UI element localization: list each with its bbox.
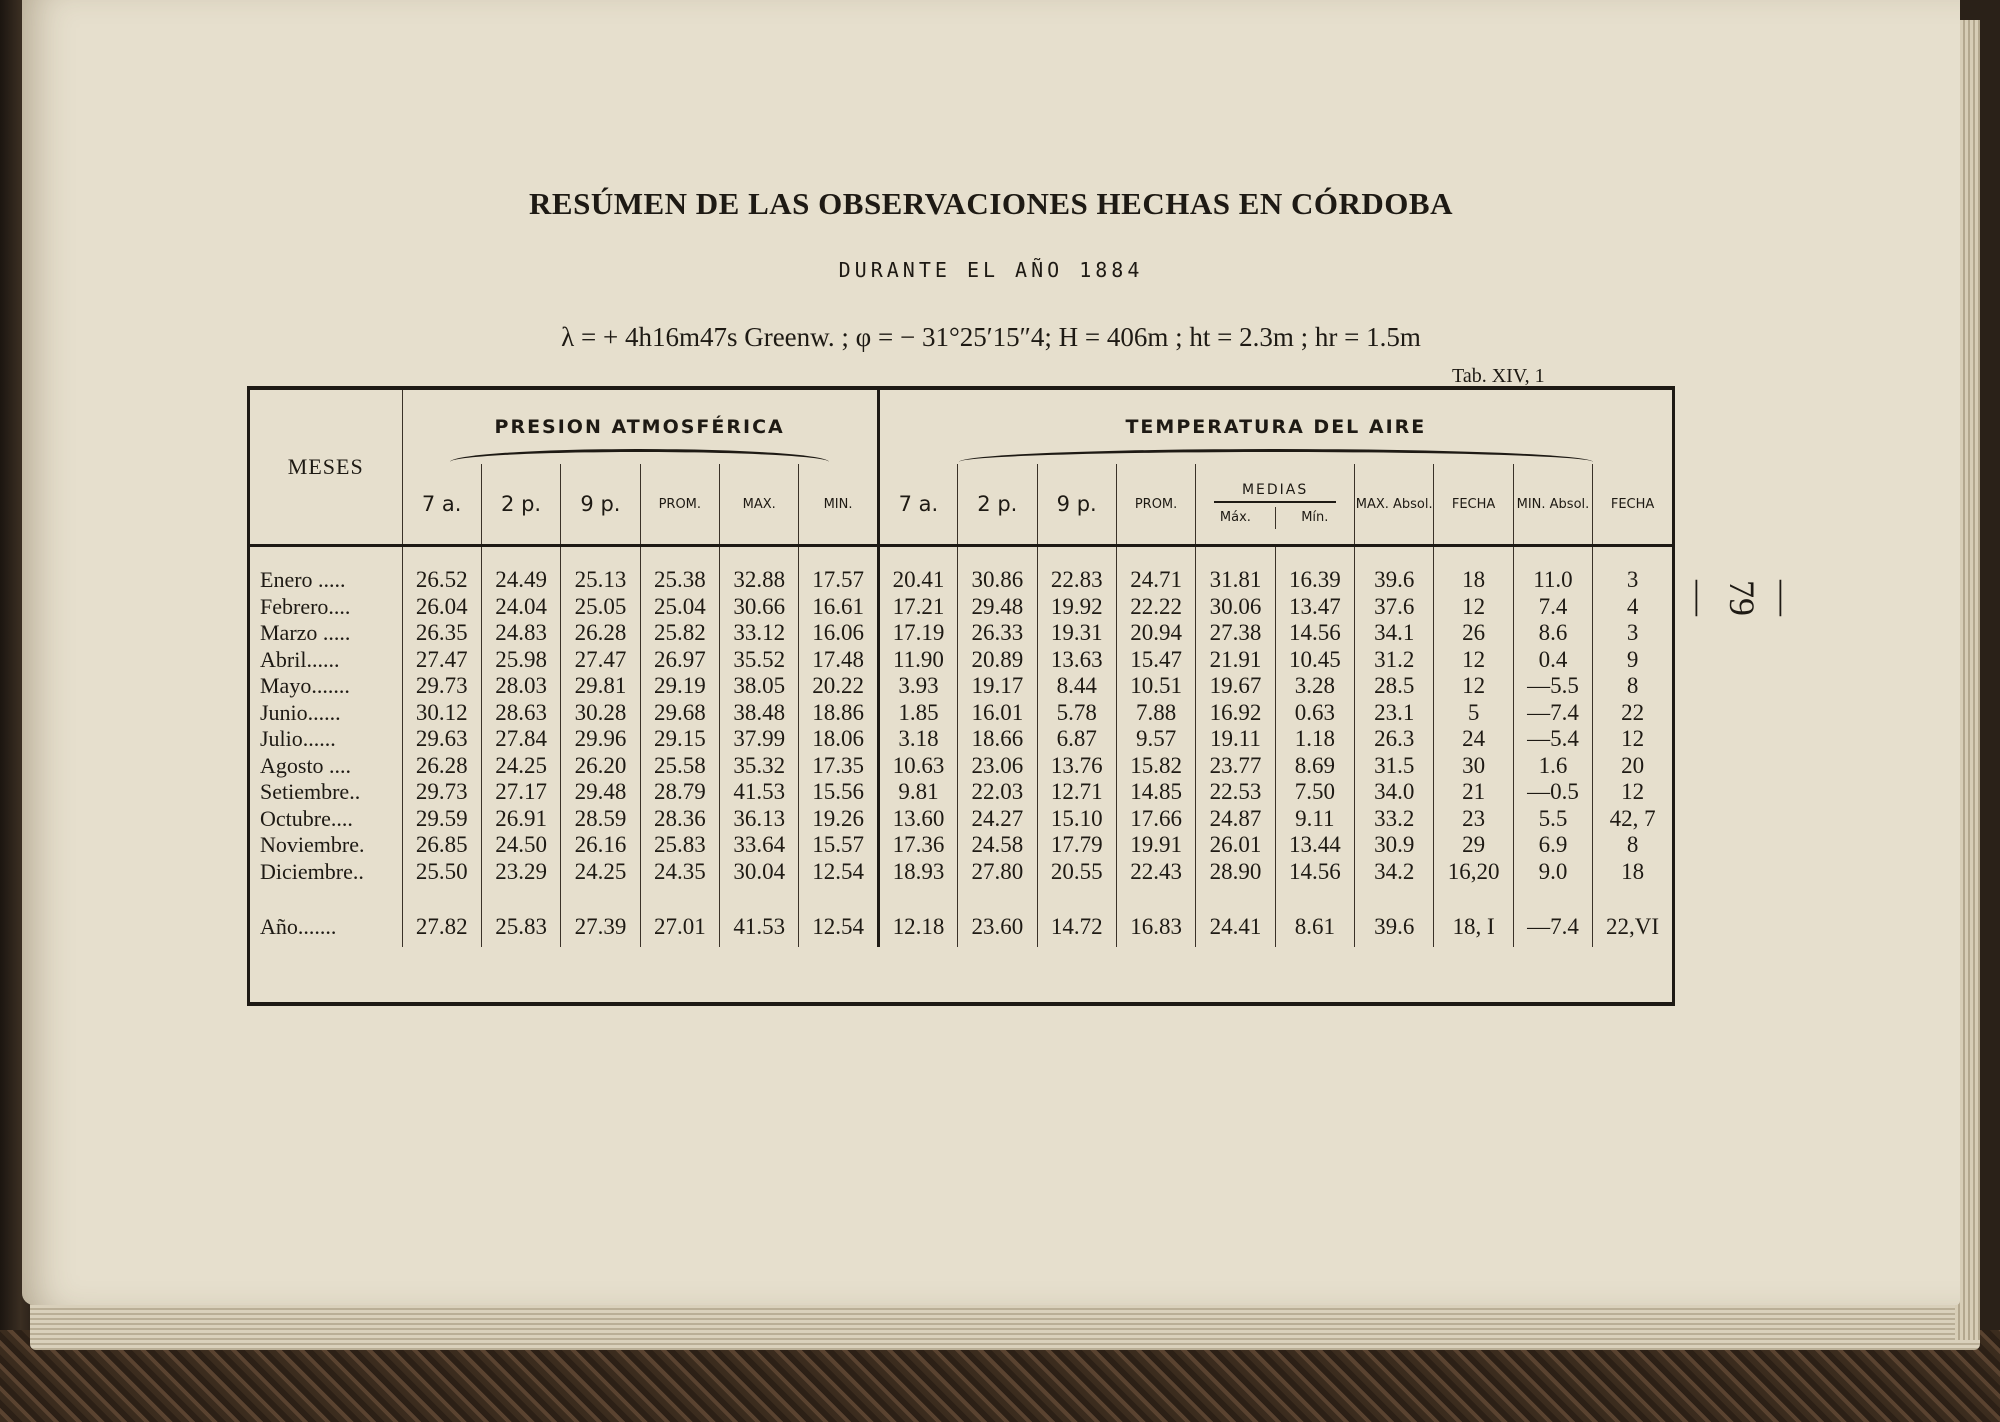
table-cell: —5.4 (1513, 726, 1592, 753)
table-cell: 22.43 (1116, 859, 1195, 886)
table-cell: 8.61 (1275, 885, 1354, 947)
table-cell: 29.15 (640, 726, 719, 753)
table-cell: 26.91 (481, 806, 560, 833)
month-label: Octubre.... (260, 805, 353, 831)
table-cell: 21.91 (1196, 647, 1275, 674)
page-subtitle: DURANTE EL AÑO 1884 (838, 258, 1144, 282)
observations-table (247, 386, 1675, 1006)
table-cell: 26.52 (402, 546, 481, 594)
table-cell: 29.63 (402, 726, 481, 753)
table-cell: 12 (1593, 779, 1672, 806)
col-header: MAX. (720, 464, 799, 546)
table-cell: 19.31 (1037, 620, 1116, 647)
table-cell: 33.12 (720, 620, 799, 647)
col-header: FECHA (1434, 464, 1513, 546)
table-cell: 18.66 (958, 726, 1037, 753)
table-cell: 24 (1434, 726, 1513, 753)
table-cell: 12.71 (1037, 779, 1116, 806)
table-cell: 28.59 (561, 806, 640, 833)
table-cell: 13.60 (878, 806, 957, 833)
table-cell: 4 (1593, 594, 1672, 621)
table-cell: 1.6 (1513, 753, 1592, 780)
table-row (250, 673, 1672, 700)
table-cell: 27.17 (481, 779, 560, 806)
table-cell: 17.36 (878, 832, 957, 859)
table-cell: 3.93 (878, 673, 957, 700)
table-cell: 16.83 (1116, 885, 1195, 947)
table-cell: 19.92 (1037, 594, 1116, 621)
table-cell: 11.90 (878, 647, 957, 674)
table-cell: 33.64 (720, 832, 799, 859)
table-cell: 27.47 (402, 647, 481, 674)
table-cell: 17.66 (1116, 806, 1195, 833)
table-cell: 20.94 (1116, 620, 1195, 647)
table-cell: 26.04 (402, 594, 481, 621)
table-cell: 16.39 (1275, 546, 1354, 594)
table-cell: 25.50 (402, 859, 481, 886)
table-cell: 41.53 (720, 885, 799, 947)
table-cell: 41.53 (720, 779, 799, 806)
month-label: Mayo....... (260, 673, 350, 698)
table-cell: 7.4 (1513, 594, 1592, 621)
table-cell: 9.81 (878, 779, 957, 806)
table-cell: 29.73 (402, 779, 481, 806)
table-cell: 16.06 (799, 620, 878, 647)
month-label: Abril...... (260, 646, 340, 672)
table-row (250, 859, 1672, 886)
table-cell: 23.60 (958, 885, 1037, 947)
table-cell: 17.57 (799, 546, 878, 594)
table-cell: 28.03 (481, 673, 560, 700)
table-cell: 8.6 (1513, 620, 1592, 647)
meses-header: MESES (250, 390, 402, 546)
table-cell: 27.82 (402, 885, 481, 947)
table-cell: 24.25 (561, 859, 640, 886)
col-header: MAX. Absol. (1355, 464, 1434, 546)
table-cell: 26.97 (640, 647, 719, 674)
table-cell: 14.56 (1275, 859, 1354, 886)
table-cell: 42, 7 (1593, 806, 1672, 833)
table-row (250, 594, 1672, 621)
table-cell: 26.35 (402, 620, 481, 647)
table-cell: 10.51 (1116, 673, 1195, 700)
table-cell: 15.57 (799, 832, 878, 859)
table-cell: 0.4 (1513, 647, 1592, 674)
table-cell: 34.0 (1355, 779, 1434, 806)
table-cell: —0.5 (1513, 779, 1592, 806)
table-cell: 35.52 (720, 647, 799, 674)
table-row (250, 620, 1672, 647)
table-row (250, 806, 1672, 833)
page-number: — 79 — (1680, 580, 1804, 616)
table-cell: 16.92 (1196, 700, 1275, 727)
table-cell: 29.48 (958, 594, 1037, 621)
table-cell: 15.47 (1116, 647, 1195, 674)
table-cell: 23.29 (481, 859, 560, 886)
table-row (250, 753, 1672, 780)
table-cell: 12 (1434, 673, 1513, 700)
table-cell: 6.87 (1037, 726, 1116, 753)
page-title: RESÚMEN DE LAS OBSERVACIONES HECHAS EN CÓRDOBA (529, 186, 1453, 221)
table-cell: 18.86 (799, 700, 878, 727)
table-cell: 34.1 (1355, 620, 1434, 647)
table-cell: 13.76 (1037, 753, 1116, 780)
table-cell: 18.06 (799, 726, 878, 753)
presion-brace (450, 449, 829, 462)
table-cell: 3.28 (1275, 673, 1354, 700)
month-label: Noviembre. (260, 832, 365, 857)
table-cell: 11.0 (1513, 546, 1592, 594)
table-cell: 18, I (1434, 885, 1513, 947)
table-cell: 25.83 (481, 885, 560, 947)
table-cell: 3.18 (878, 726, 957, 753)
table-cell: 24.04 (481, 594, 560, 621)
month-label: Enero ..... (260, 567, 346, 592)
table-cell: 18 (1593, 859, 1672, 886)
table-cell: 26.01 (1196, 832, 1275, 859)
station-coordinates: λ = + 4h16m47s Greenw. ; φ = − 31°25′15″4; H = 406m ; ht = 2.3m ; hr = 1.5m (561, 322, 1421, 352)
temperatura-brace (959, 449, 1593, 462)
table-cell: 37.6 (1355, 594, 1434, 621)
table-cell: 34.2 (1355, 859, 1434, 886)
table-cell: 30.9 (1355, 832, 1434, 859)
table-cell: 28.90 (1196, 859, 1275, 886)
table-cell: 24.41 (1196, 885, 1275, 947)
table-cell: 23 (1434, 806, 1513, 833)
table-cell: 26.85 (402, 832, 481, 859)
table-cell: 29.68 (640, 700, 719, 727)
table-cell: 15.56 (799, 779, 878, 806)
table-cell: 8.69 (1275, 753, 1354, 780)
month-label: Marzo ..... (260, 620, 351, 645)
table-cell: —5.5 (1513, 673, 1592, 700)
month-label: Año....... (260, 913, 337, 939)
table-cell: 24.58 (958, 832, 1037, 859)
table-cell: 14.85 (1116, 779, 1195, 806)
medias-min-label: Mín. (1275, 507, 1354, 529)
presion-group-header (402, 390, 878, 464)
table-cell: 1.18 (1275, 726, 1354, 753)
table-cell: 5.5 (1513, 806, 1592, 833)
table-cell: 23.1 (1355, 700, 1434, 727)
col-header: FECHA (1593, 464, 1672, 546)
table-cell: 17.79 (1037, 832, 1116, 859)
table-cell: 7.88 (1116, 700, 1195, 727)
table-cell: 32.88 (720, 546, 799, 594)
medias-max-label: Máx. (1219, 510, 1251, 525)
table-row (250, 885, 1672, 947)
table-cell: 10.63 (878, 753, 957, 780)
table-cell: 9 (1593, 647, 1672, 674)
table-cell: 15.82 (1116, 753, 1195, 780)
medias-label: MEDIAS (1214, 479, 1336, 503)
table-cell: 29.81 (561, 673, 640, 700)
table-cell: 12 (1434, 594, 1513, 621)
table-cell: 20.55 (1037, 859, 1116, 886)
table-row (250, 647, 1672, 674)
table-cell: 24.25 (481, 753, 560, 780)
table-cell: 5.78 (1037, 700, 1116, 727)
table-cell: 22,VI (1593, 885, 1672, 947)
table-cell: 39.6 (1355, 546, 1434, 594)
month-label: Junio...... (260, 699, 341, 725)
col-header: 2 p. (958, 464, 1037, 546)
table-cell: 8.44 (1037, 673, 1116, 700)
table-cell: 30.06 (1196, 594, 1275, 621)
table-cell: 16.01 (958, 700, 1037, 727)
table-cell: 24.71 (1116, 546, 1195, 594)
table-cell: 25.83 (640, 832, 719, 859)
observations-body (250, 546, 1672, 948)
table-cell: 26.28 (402, 753, 481, 780)
temperatura-group-header (878, 390, 1672, 464)
table-cell: 26.16 (561, 832, 640, 859)
table-cell: 38.48 (720, 700, 799, 727)
table-cell: 17.21 (878, 594, 957, 621)
table-reference: Tab. XIV, 1 (1452, 365, 1545, 387)
table-cell: —7.4 (1513, 700, 1592, 727)
table-cell: 28.36 (640, 806, 719, 833)
presion-group-label: PRESION ATMOSFÉRICA (494, 416, 785, 438)
table-cell: 25.13 (561, 546, 640, 594)
table-cell: 20.22 (799, 673, 878, 700)
table-cell: 33.2 (1355, 806, 1434, 833)
table-cell: 8 (1593, 673, 1672, 700)
table-cell: 29.73 (402, 673, 481, 700)
table-cell: 10.45 (1275, 647, 1354, 674)
table-row (250, 546, 1672, 594)
table-row (250, 832, 1672, 859)
table-cell: 24.35 (640, 859, 719, 886)
table-cell: 22 (1593, 700, 1672, 727)
table-cell: 12.54 (799, 885, 878, 947)
col-header: 9 p. (561, 464, 640, 546)
table-cell: 15.10 (1037, 806, 1116, 833)
table-cell: 0.63 (1275, 700, 1354, 727)
table-cell: 29.19 (640, 673, 719, 700)
table-cell: 7.50 (1275, 779, 1354, 806)
month-label: Diciembre.. (260, 858, 364, 884)
table-cell: 26.28 (561, 620, 640, 647)
table-cell: 18.93 (878, 859, 957, 886)
table-row (250, 779, 1672, 806)
table-cell: 22.03 (958, 779, 1037, 806)
table-cell: 26.33 (958, 620, 1037, 647)
table-row (250, 726, 1672, 753)
table-cell: 12 (1593, 726, 1672, 753)
table-cell: 20.89 (958, 647, 1037, 674)
table-cell: 20 (1593, 753, 1672, 780)
table-cell: 22.83 (1037, 546, 1116, 594)
table-cell: —7.4 (1513, 885, 1592, 947)
col-header: 7 a. (402, 464, 481, 546)
table-cell: 30.28 (561, 700, 640, 727)
table-cell: 25.58 (640, 753, 719, 780)
table-cell: 38.05 (720, 673, 799, 700)
table-cell: 19.11 (1196, 726, 1275, 753)
table-cell: 25.05 (561, 594, 640, 621)
table-cell: 18 (1434, 546, 1513, 594)
table-cell: 25.04 (640, 594, 719, 621)
table-cell: 28.63 (481, 700, 560, 727)
table-cell: 28.5 (1355, 673, 1434, 700)
table-cell: 29.96 (561, 726, 640, 753)
temperatura-group-label: TEMPERATURA DEL AIRE (1125, 416, 1427, 438)
table-cell: 5 (1434, 700, 1513, 727)
table-cell: 24.83 (481, 620, 560, 647)
table-cell: 23.77 (1196, 753, 1275, 780)
table-cell: 12.18 (878, 885, 957, 947)
month-label: Julio...... (260, 726, 336, 751)
table-cell: 27.38 (1196, 620, 1275, 647)
table-cell: 27.01 (640, 885, 719, 947)
table-cell: 8 (1593, 832, 1672, 859)
table-cell: 26.20 (561, 753, 640, 780)
table-cell: 30 (1434, 753, 1513, 780)
table-cell: 27.80 (958, 859, 1037, 886)
table-cell: 9.57 (1116, 726, 1195, 753)
table-cell: 29 (1434, 832, 1513, 859)
table-cell: 30.04 (720, 859, 799, 886)
table-cell: 19.17 (958, 673, 1037, 700)
col-header: 9 p. (1037, 464, 1116, 546)
col-header: 7 a. (878, 464, 957, 546)
table-cell: 20.41 (878, 546, 957, 594)
month-label: Setiembre.. (260, 779, 361, 804)
table-cell: 9.11 (1275, 806, 1354, 833)
table-cell: 3 (1593, 546, 1672, 594)
table-cell: 30.66 (720, 594, 799, 621)
table-cell: 22.53 (1196, 779, 1275, 806)
table-cell: 31.2 (1355, 647, 1434, 674)
table-cell: 22.22 (1116, 594, 1195, 621)
table-cell: 25.98 (481, 647, 560, 674)
table-cell: 3 (1593, 620, 1672, 647)
table-cell: 27.84 (481, 726, 560, 753)
table-cell: 13.47 (1275, 594, 1354, 621)
table-cell: 25.38 (640, 546, 719, 594)
col-header: MIN. Absol. (1513, 464, 1592, 546)
table-cell: 24.49 (481, 546, 560, 594)
table-cell: 24.27 (958, 806, 1037, 833)
table-cell: 39.6 (1355, 885, 1434, 947)
table-cell: 37.99 (720, 726, 799, 753)
table-cell: 13.63 (1037, 647, 1116, 674)
table-cell: 1.85 (878, 700, 957, 727)
table-cell: 30.86 (958, 546, 1037, 594)
table-cell: 16,20 (1434, 859, 1513, 886)
table-cell: 27.47 (561, 647, 640, 674)
col-header: 2 p. (481, 464, 560, 546)
table-cell: 14.72 (1037, 885, 1116, 947)
table-cell: 9.0 (1513, 859, 1592, 886)
table-cell: 36.13 (720, 806, 799, 833)
table-cell: 12 (1434, 647, 1513, 674)
table-cell: 26.3 (1355, 726, 1434, 753)
month-label: Febrero.... (260, 593, 351, 619)
table-cell: 24.50 (481, 832, 560, 859)
table-cell: 6.9 (1513, 832, 1592, 859)
col-header: PROM. (640, 464, 719, 546)
table-cell: 26 (1434, 620, 1513, 647)
table-cell: 31.81 (1196, 546, 1275, 594)
medias-header (1196, 464, 1355, 546)
table-cell: 17.19 (878, 620, 957, 647)
table-cell: 31.5 (1355, 753, 1434, 780)
table-cell: 12.54 (799, 859, 878, 886)
table-cell: 21 (1434, 779, 1513, 806)
col-header: MIN. (799, 464, 878, 546)
col-header: PROM. (1116, 464, 1195, 546)
table-cell: 19.26 (799, 806, 878, 833)
table-cell: 13.44 (1275, 832, 1354, 859)
table-cell: 16.61 (799, 594, 878, 621)
table-cell: 27.39 (561, 885, 640, 947)
book-page (22, 0, 1960, 1305)
table-cell: 24.87 (1196, 806, 1275, 833)
table-cell: 23.06 (958, 753, 1037, 780)
table-cell: 17.48 (799, 647, 878, 674)
month-label: Agosto .... (260, 752, 352, 778)
table-cell: 35.32 (720, 753, 799, 780)
table-row (250, 700, 1672, 727)
table-cell: 19.67 (1196, 673, 1275, 700)
table-cell: 30.12 (402, 700, 481, 727)
table-cell: 29.48 (561, 779, 640, 806)
table-cell: 28.79 (640, 779, 719, 806)
table-cell: 14.56 (1275, 620, 1354, 647)
table-cell: 25.82 (640, 620, 719, 647)
table-cell: 17.35 (799, 753, 878, 780)
table-cell: 29.59 (402, 806, 481, 833)
table-cell: 19.91 (1116, 832, 1195, 859)
